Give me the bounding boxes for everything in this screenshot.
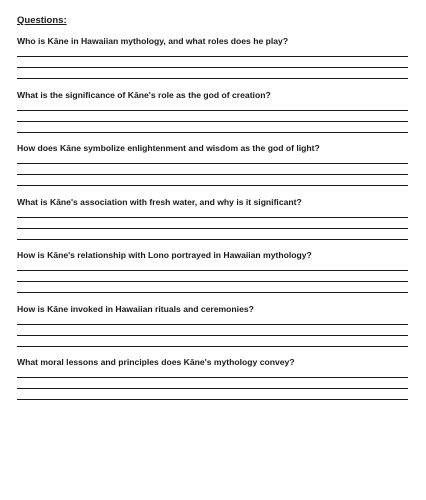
answer-line bbox=[17, 56, 408, 57]
answer-line bbox=[17, 399, 408, 400]
question-text: How is Kāne invoked in Hawaiian rituals and ceremonies? bbox=[17, 303, 254, 314]
question-text: What moral lessons and principles does Kāne's mythology convey? bbox=[17, 357, 295, 367]
answer-line bbox=[17, 239, 408, 240]
answer-line bbox=[17, 228, 408, 229]
answer-line bbox=[17, 281, 408, 282]
answer-line bbox=[17, 67, 408, 68]
question-text: Who is Kāne in Hawaiian mythology, and what roles does he play? bbox=[17, 36, 289, 46]
answer-line bbox=[17, 185, 408, 186]
question-text: How is Kāne's relationship with Lono portrayed in Hawaiian mythology? bbox=[17, 250, 312, 260]
answer-line bbox=[17, 377, 408, 378]
answer-line bbox=[17, 270, 408, 271]
question-text: What is Kāne's association with fresh water, and why is it significant? bbox=[17, 196, 302, 207]
answer-line bbox=[17, 163, 408, 164]
answer-line bbox=[17, 174, 408, 175]
question-text: How does Kāne symbolize enlightenment and wisdom as the god of light? bbox=[17, 143, 320, 153]
answer-line bbox=[17, 217, 408, 218]
answer-line bbox=[17, 292, 408, 293]
questions-heading: Questions: bbox=[17, 15, 67, 26]
answer-line bbox=[17, 388, 408, 389]
answer-line bbox=[17, 324, 408, 325]
answer-line bbox=[17, 78, 408, 79]
answer-line bbox=[17, 110, 408, 111]
answer-line bbox=[17, 121, 408, 122]
answer-line bbox=[17, 132, 408, 133]
answer-line bbox=[17, 346, 408, 347]
answer-line bbox=[17, 335, 408, 336]
question-text: What is the significance of Kāne's role as the god of creation? bbox=[17, 89, 271, 100]
